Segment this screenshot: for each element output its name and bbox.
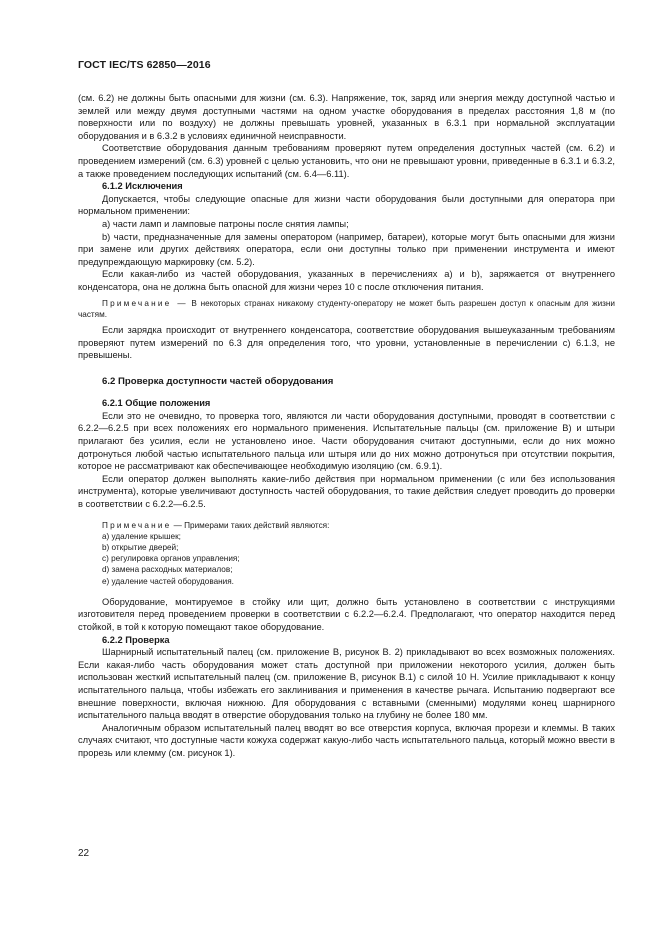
note-label: Примечание — (102, 298, 188, 308)
paragraph: Если какая-либо из частей оборудования, указанных в перечислениях a) и b), заряжается от внутреннего конденсатора, она не должна быть опасной для жизни через 10 с после отключения питания. (78, 269, 615, 292)
paragraph: Оборудование, монтируемое в стойку или щит, должно быть установлено в соответствии с инструкциями изготовителя перед проведением проверки в соответствии с 6.2.2—6.2.4. Предполагают, что оператор находится перед стойкой, в той к которую помещают такое оборудование. (78, 596, 615, 633)
subsection-heading-6-1-2: 6.1.2 Исключения (102, 181, 183, 192)
note-list-item: e) удаление частей оборудования. (102, 576, 234, 586)
note-text: В некоторых странах никакому студенту-оператору не может быть разрешен доступ к опасным для жизни частям. (78, 298, 615, 319)
note-list-item: a) удаление крышек; (102, 531, 181, 541)
note-text: — Примерами таких действий являются: (171, 520, 330, 530)
subsection-heading-6-2-1: 6.2.1 Общие положения (102, 398, 211, 409)
paragraph: Аналогичным образом испытательный палец вводят во все отверстия корпуса, включая прорези и клеммы. В таких случаях считают, что доступные части кожуха содержат какую-либо часть испытательного пальца, который можно ввести в прорезь или клемму (см. рисунок 1). (78, 722, 615, 758)
page-body (78, 92, 615, 760)
list-item: b) части, предназначенные для замены оператором (например, батареи), которые могут быть опасными для жизни при замене или других действиях оператора, если они доступны только при применении инструмента и имеют предупреждающую маркировку (см. 5.2). (78, 231, 615, 267)
note-list-item: c) регулировка органов управления; (102, 554, 240, 564)
list-item: a) части ламп и ламповые патроны после снятия лампы; (102, 218, 349, 229)
paragraph: Допускается, чтобы следующие опасные для жизни части оборудования были доступными для оператора при нормальном применении: (78, 193, 615, 217)
note-label: Примечание (102, 520, 172, 530)
paragraph: Соответствие оборудования данным требованиям проверяют путем определения доступных частей (см. 6.2) и проведением измерений (см. 6.3) уровней с целью установить, что они не превышают уровни, приведенные в 6.3.1 и 6.3.2, а также проведением последующих испытаний (см. 6.4—6.11). (78, 143, 615, 179)
note (78, 298, 615, 320)
note-list-item: b) открытие дверей; (102, 543, 179, 553)
paragraph: Если зарядка происходит от внутреннего конденсатора, соответствие оборудования вышеуказанным требованиям проверяют путем измерений по 6.3 для определения того, что уровни, установленные в перечислении c) 6.1.3, не превышены. (78, 324, 615, 361)
page-number: 22 (78, 848, 90, 859)
subsection-heading-6-2-2: 6.2.2 Проверка (102, 634, 170, 645)
note-list (78, 531, 615, 587)
paragraph: (см. 6.2) не должны быть опасными для жизни (см. 6.3). Напряжение, ток, заряд или энергия между доступной частью и землей или между двумя доступными частями на одном участке оборудования в пределах расстояния 1,8 м (по поверхности или по воздуху) не должны превышать уровней, указанных в 6.3.1 при нормальной эксплуатации оборудования и в 6.3.2 в условиях единичной неисправности. (78, 93, 615, 141)
document-title: ГОСТ IEC/TS 62850—2016 (78, 59, 211, 71)
paragraph: Если оператор должен выполнять какие-либо действия при нормальном применении (с или без использования инструмента), которые увеличивают доступность частей оборудования, то такие действия следует проводить до проверки в соответствии с 6.2.2—6.2.5. (78, 473, 615, 510)
paragraph: Если это не очевидно, то проверка того, являются ли части оборудования доступными, проводят в соответствии с 6.2.2—6.2.5 при всех положениях его нормального применения. Испытательные пальцы (см. приложение B) и штыри прилагают без усилия, если не установлено иное. Части оборудования считают доступными, если до них можно дотронуться любой частью испытательного пальца или штыря или до них можно дотронуться при отсутствии покрытия, которое не рассматривают как обеспечивающее необходимую изоляцию (см. 6.9.1). (78, 410, 615, 472)
note (78, 520, 615, 531)
paragraph: Шарнирный испытательный палец (см. приложение B, рисунок B. 2) прикладывают во всех возможных положениях. Если какая-либо часть оборудования может стать доступной при приложении некоторого усилия, должен быть использован жесткий испытательный палец (см. приложение B, рисунок B.1) с силой 10 Н. Усилие прикладывают к концу испытательного пальца, чтобы избежать его заклинивания и применения в качестве рычага. Испытанию подвергают все внешние поверхности, включая нижнюю. Для оборудования с вставными (сменными) модулями конец шарнирного испытательного пальца вводят в отверстие оборудования только на глубину не более 180 мм. (78, 647, 615, 721)
note-list-item: d) замена расходных материалов; (102, 565, 233, 575)
section-heading-6-2: 6.2 Проверка доступности частей оборудования (102, 375, 334, 387)
